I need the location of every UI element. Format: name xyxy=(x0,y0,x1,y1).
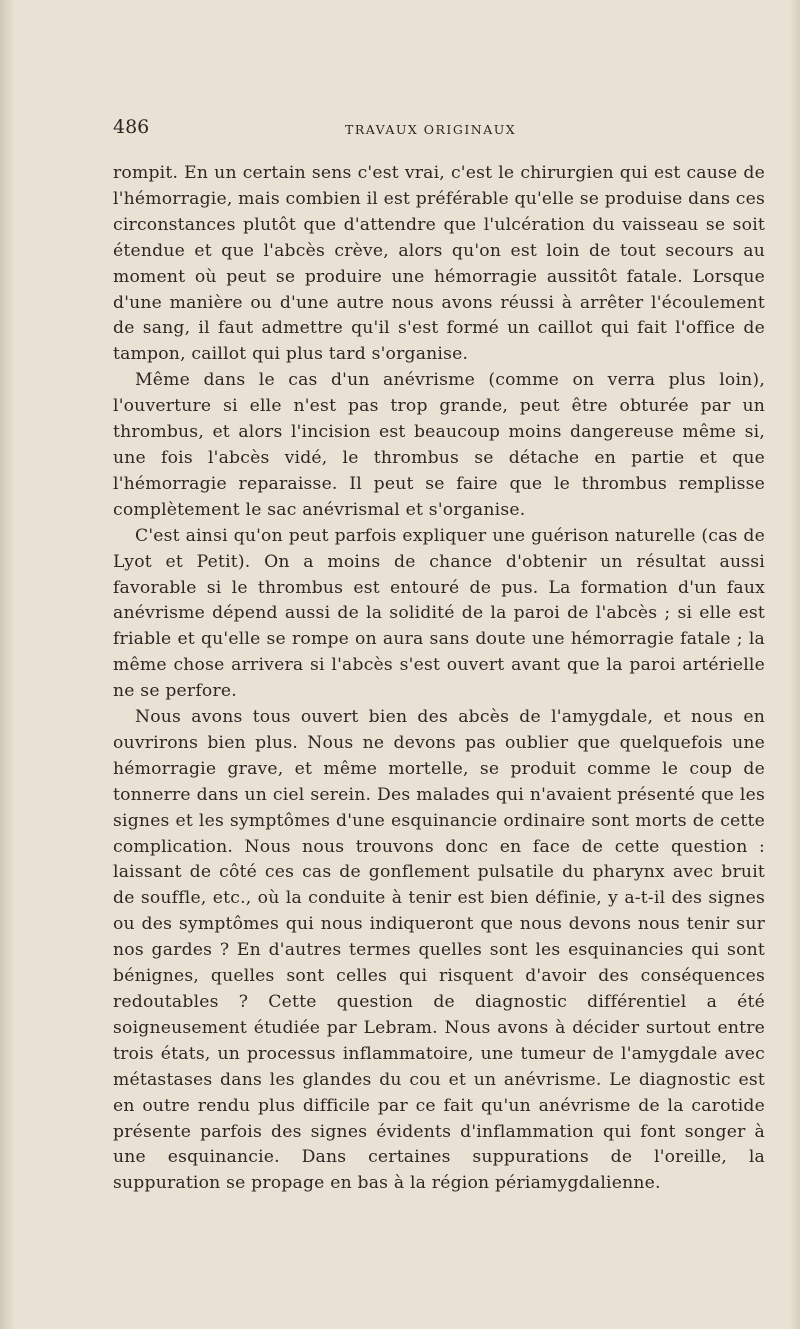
running-title: TRAVAUX ORIGINAUX xyxy=(345,122,517,137)
page-number: 486 xyxy=(113,116,150,138)
paragraph-tonsil-abscess: Nous avons tous ouvert bien des abcès de l'amygdale, et nous en ouvrirons bien plus. Nous ne devons pas oublier que quelquefois une hémorragie grave, et même mortelle, se produit comme le coup de tonnerre dans un ciel serein. Des malades qui n'avaient présenté que les signes et les symptômes d'une esquinancie ordinaire sont morts de cette complication. Nous nous trouvons donc en face de cette question : laissant de côté ces cas de gonflement pulsatile du pharynx avec bruit de souffle, etc., où la conduite à tenir est bien définie, y a-t-il des signes ou des symptômes qui nous indiqueront que nous devons nous tenir sur nos gardes ? En d'autres termes quelles sont les esquinancies qui sont bénignes, quelles sont celles qui risquent d'avoir des conséquences redoutables ? Cette question de diagnostic différentiel a été soigneusement étudiée par Lebram. Nous avons à décider surtout entre trois états, un processus inflammatoire, une tumeur de l'amygdale avec métastases dans les glandes du cou et un anévrisme. Le diagnostic est en outre rendu plus difficile par ce fait qu'un anévrisme de la carotide présente parfois des signes évidents d'inflammation qui font songer à une esquinancie. Dans certaines suppurations de l'oreille, la suppuration se propage en bas à la région périamygdalienne. xyxy=(113,707,765,1194)
paragraph-natural-cure: C'est ainsi qu'on peut parfois expliquer une guérison naturelle (cas de Lyot et Petit). On a moins de chance d'obtenir un résultat aussi favorable si le thrombus est entouré de pus. La formation d'un faux anévrisme dépend aussi de la solidité de la paroi de l'abcès ; si elle est friable et qu'elle se rompe on aura sans doute une hémorragie fatale ; la même chose arrivera si l'abcès s'est ouvert avant que la paroi artérielle ne se perfore. xyxy=(113,525,765,702)
body-text xyxy=(113,161,765,1197)
page-edge-shadow-right xyxy=(790,0,800,1329)
paragraph-continuation: rompit. En un certain sens c'est vrai, c'est le chirurgien qui est cause de l'hémorragie, mais combien il est préférable qu'elle se produise dans ces circonstances plutôt que d'attendre que l'ulcération du vaisseau se soit étendue et que l'abcès crève, alors qu'on est loin de tout secours au moment où peut se produire une hémorragie aussitôt fatale. Lorsque d'une manière ou d'une autre nous avons réussi à arrêter l'écoulement de sang, il faut admettre qu'il s'est formé un caillot qui fait l'office de tampon, caillot qui plus tard s'organise. xyxy=(113,163,765,365)
paragraph-aneurysm: Même dans le cas d'un anévrisme (comme on verra plus loin), l'ouverture si elle n'est pas trop grande, peut être obturée par un thrombus, et alors l'incision est beaucoup moins dangereuse même si, une fois l'abcès vidé, le thrombus se détache en partie et que l'hémorragie reparaisse. Il peut se faire que le thrombus remplisse complètement le sac anévrismal et s'organise. xyxy=(113,370,765,520)
page-header xyxy=(113,116,765,146)
page-edge-shadow-left xyxy=(0,0,14,1329)
